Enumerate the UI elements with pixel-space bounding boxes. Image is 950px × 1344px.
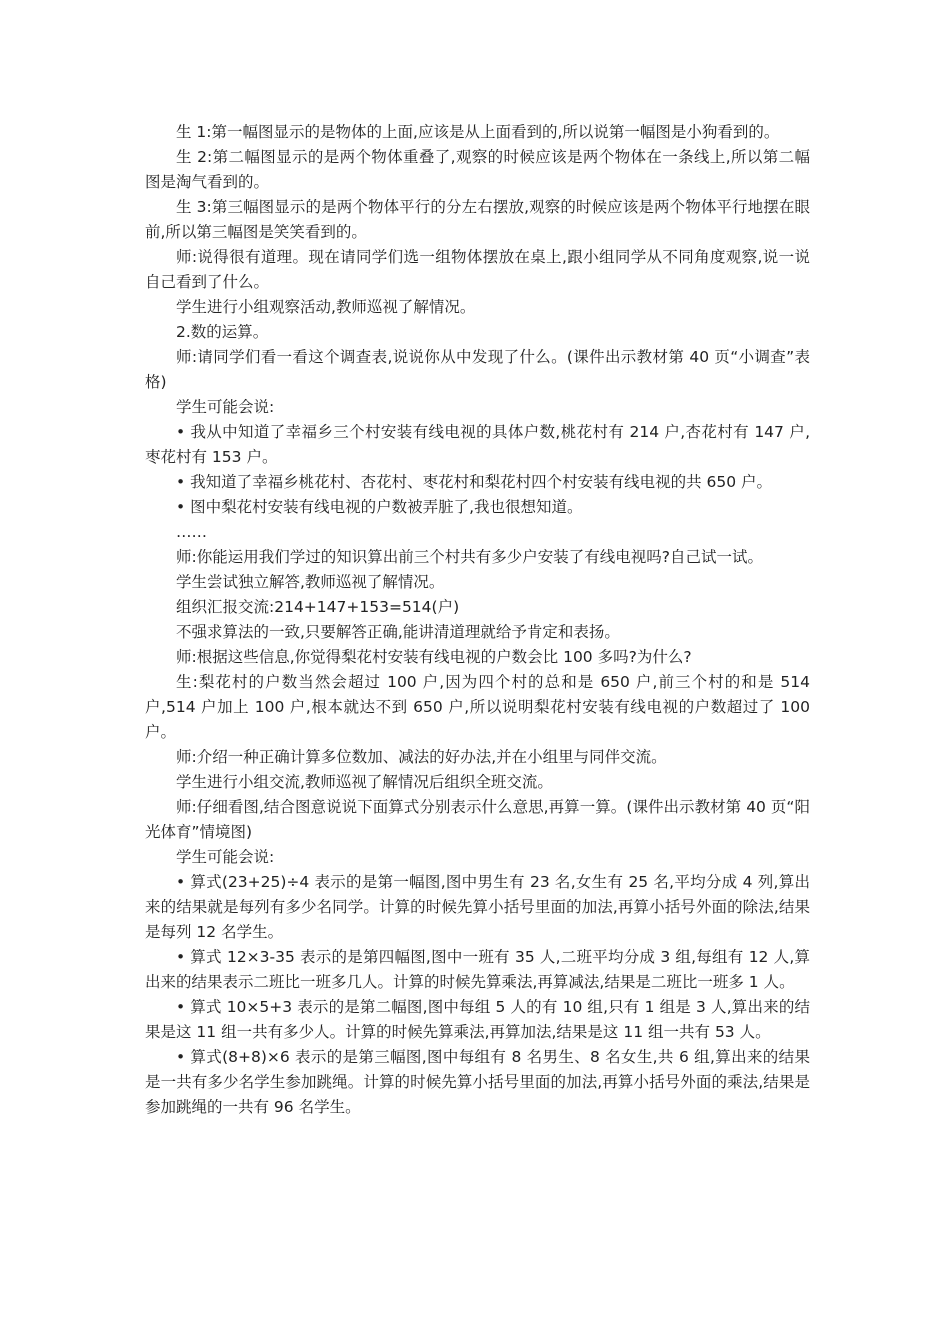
- bullet-item: • 我从中知道了幸福乡三个村安装有线电视的具体户数,桃花村有 214 户,杏花村有 147 户,枣花村有 153 户。: [145, 423, 810, 466]
- paragraph: 师:你能运用我们学过的知识算出前三个村共有多少户安装了有线电视吗?自己试一试。: [176, 548, 763, 566]
- ellipsis: ……: [176, 523, 207, 541]
- bullet-item: • 图中梨花村安装有线电视的户数被弄脏了,我也很想知道。: [176, 498, 583, 516]
- paragraph: 生 2:第二幅图显示的是两个物体重叠了,观察的时候应该是两个物体在一条线上,所以第二幅图是淘气看到的。: [145, 148, 810, 191]
- paragraph: 学生可能会说:: [176, 848, 275, 866]
- paragraph: 学生进行小组观察活动,教师巡视了解情况。: [176, 298, 476, 316]
- paragraph: 学生尝试独立解答,教师巡视了解情况。: [176, 573, 445, 591]
- paragraph: 师:根据这些信息,你觉得梨花村安装有线电视的户数会比 100 多吗?为什么?: [176, 648, 692, 666]
- paragraph: 不强求算法的一致,只要解答正确,能讲清道理就给予肯定和表扬。: [176, 623, 620, 641]
- paragraph: 组织汇报交流:214+147+153=514(户): [176, 598, 460, 616]
- paragraph: 学生可能会说:: [176, 398, 275, 416]
- section-heading: 2.数的运算。: [176, 323, 269, 341]
- paragraph: 师:仔细看图,结合图意说说下面算式分别表示什么意思,再算一算。(课件出示教材第 40 页“阳光体育”情境图): [145, 798, 810, 841]
- paragraph: 师:介绍一种正确计算多位数加、减法的好办法,并在小组里与同伴交流。: [176, 748, 667, 766]
- bullet-item: • 算式(8+8)×6 表示的是第三幅图,图中每组有 8 名男生、8 名女生,共 6 组,算出来的结果是一共有多少名学生参加跳绳。计算的时候先算小括号里面的加法,再算小括号外面的乘法,结果是参加跳绳的一共有 96 名学生。: [145, 1048, 810, 1116]
- paragraph: 生 3:第三幅图显示的是两个物体平行的分左右摆放,观察的时候应该是两个物体平行地摆在眼前,所以第三幅图是笑笑看到的。: [145, 198, 810, 241]
- paragraph: 师:说得很有道理。现在请同学们选一组物体摆放在桌上,跟小组同学从不同角度观察,说一说自己看到了什么。: [145, 248, 810, 291]
- document-body: [145, 120, 810, 1120]
- bullet-item: • 算式 12×3-35 表示的是第四幅图,图中一班有 35 人,二班平均分成 3 组,每组有 12 人,算出来的结果表示二班比一班多几人。计算的时候先算乘法,再算减法,结果是二班比一班多 1 人。: [145, 948, 810, 991]
- bullet-item: • 算式(23+25)÷4 表示的是第一幅图,图中男生有 23 名,女生有 25 名,平均分成 4 列,算出来的结果就是每列有多少名同学。计算的时候先算小括号里面的加法,再算小括号外面的除法,结果是每列 12 名学生。: [145, 873, 810, 941]
- paragraph: 生:梨花村的户数当然会超过 100 户,因为四个村的总和是 650 户,前三个村的和是 514 户,514 户加上 100 户,根本就达不到 650 户,所以说明梨花村安装有线电视的户数超过了 100 户。: [145, 673, 810, 741]
- paragraph: 生 1:第一幅图显示的是物体的上面,应该是从上面看到的,所以说第一幅图是小狗看到的。: [176, 123, 780, 141]
- bullet-item: • 算式 10×5+3 表示的是第二幅图,图中每组 5 人的有 10 组,只有 1 组是 3 人,算出来的结果是这 11 组一共有多少人。计算的时候先算乘法,再算加法,结果是这 11 组一共有 53 人。: [145, 998, 810, 1041]
- bullet-item: • 我知道了幸福乡桃花村、杏花村、枣花村和梨花村四个村安装有线电视的共 650 户。: [176, 473, 773, 491]
- paragraph: 师:请同学们看一看这个调查表,说说你从中发现了什么。(课件出示教材第 40 页“小调查”表格): [145, 348, 810, 391]
- paragraph: 学生进行小组交流,教师巡视了解情况后组织全班交流。: [176, 773, 553, 791]
